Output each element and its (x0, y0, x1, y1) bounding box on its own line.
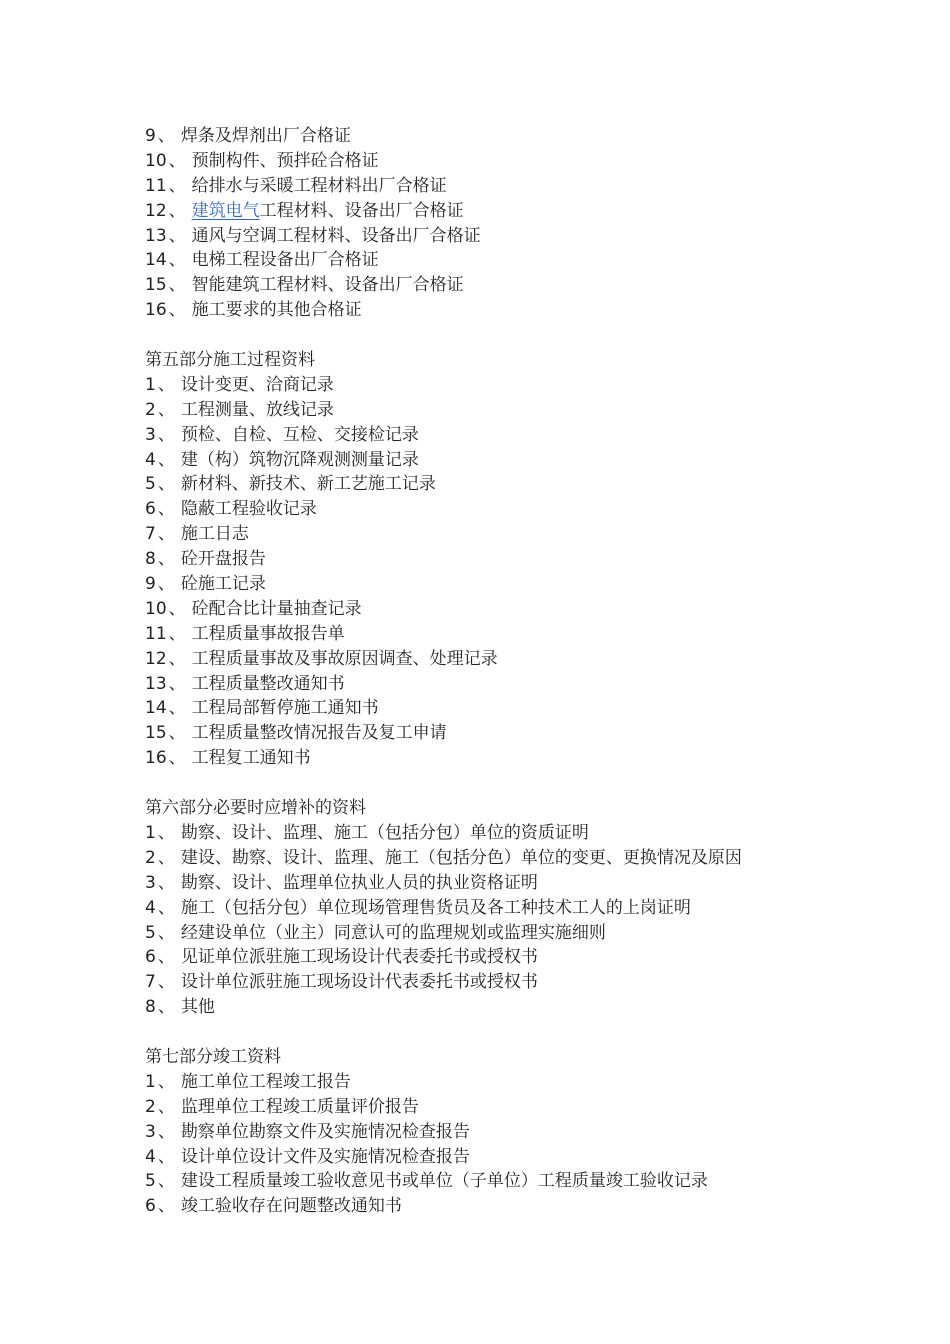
item-text: 砼配合比计量抽查记录 (191, 598, 362, 619)
item-separator: 、 (168, 698, 186, 719)
document-body (145, 124, 845, 1219)
item-number: 5 (145, 922, 156, 943)
item-number: 2 (145, 399, 156, 420)
item-separator: 、 (157, 897, 175, 918)
item-number: 16 (145, 748, 167, 769)
item-text: 设计单位设计文件及实施情况检查报告 (180, 1146, 470, 1167)
item-text: 智能建筑工程材料、设备出厂合格证 (191, 275, 464, 296)
item-text-rest: 工程材料、设备出厂合格证 (259, 200, 464, 221)
list-item (145, 124, 845, 149)
item-number: 12 (145, 648, 167, 669)
item-number: 11 (145, 175, 167, 196)
item-separator: 、 (157, 922, 175, 943)
item-text: 给排水与采暖工程材料出厂合格证 (191, 175, 447, 196)
item-number: 10 (145, 598, 167, 619)
item-number: 16 (145, 300, 167, 321)
item-separator: 、 (157, 549, 175, 570)
item-text: 工程质量事故及事故原因调查、处理记录 (191, 648, 498, 669)
item-number: 4 (145, 449, 156, 470)
item-separator: 、 (157, 126, 175, 146)
item-number: 14 (145, 698, 167, 719)
item-number: 7 (145, 972, 156, 993)
item-separator: 、 (157, 822, 175, 843)
item-text: 工程局部暂停施工通知书 (191, 698, 379, 719)
item-number: 9 (145, 574, 156, 595)
item-text: 勘察、设计、监理单位执业人员的执业资格证明 (180, 872, 538, 893)
item-text: 经建设单位（业主）同意认可的监理规划或监理实施细则 (180, 922, 606, 943)
section-heading: 第六部分必要时应增补的资料 (145, 798, 366, 819)
list-item (145, 1095, 845, 1120)
list-item (145, 995, 845, 1020)
item-separator: 、 (157, 1071, 175, 1092)
item-separator: 、 (157, 947, 175, 968)
list-item (145, 672, 845, 697)
item-text: 建设、勘察、设计、监理、施工（包括分色）单位的变更、更换情况及原因 (180, 847, 742, 868)
item-text: 隐蔽工程验收记录 (180, 499, 317, 520)
item-number: 7 (145, 524, 156, 545)
item-text: 工程测量、放线记录 (180, 399, 334, 420)
item-separator: 、 (168, 225, 186, 246)
list-item (145, 1169, 845, 1194)
item-number: 9 (145, 126, 156, 146)
item-separator: 、 (157, 997, 175, 1018)
item-separator: 、 (168, 275, 186, 296)
item-number: 1 (145, 374, 156, 395)
list-item (145, 448, 845, 473)
list-item (145, 547, 845, 572)
list-item (145, 373, 845, 398)
item-text: 工程质量整改通知书 (191, 673, 345, 694)
item-separator: 、 (168, 200, 186, 221)
item-separator: 、 (157, 424, 175, 445)
item-text: 预检、自检、互检、交接检记录 (180, 424, 419, 445)
item-number: 4 (145, 1146, 156, 1167)
item-text: 砼施工记录 (180, 574, 266, 595)
item-text: 勘察单位勘察文件及实施情况检查报告 (180, 1121, 470, 1142)
item-separator: 、 (168, 648, 186, 669)
item-number: 2 (145, 1096, 156, 1117)
list-item (145, 846, 845, 871)
item-separator: 、 (157, 972, 175, 993)
item-separator: 、 (168, 150, 186, 171)
item-text: 见证单位派驻施工现场设计代表委托书或授权书 (180, 947, 538, 968)
item-text: 焊条及焊剂出厂合格证 (180, 126, 351, 146)
item-number: 12 (145, 200, 167, 221)
item-text: 施工日志 (180, 524, 249, 545)
item-number: 1 (145, 1071, 156, 1092)
list-item (145, 970, 845, 995)
list-item (145, 199, 845, 224)
section-spacer (145, 771, 845, 796)
list-item (145, 871, 845, 896)
list-item (145, 298, 845, 323)
item-number: 6 (145, 947, 156, 968)
item-separator: 、 (168, 748, 186, 769)
item-separator: 、 (157, 374, 175, 395)
list-item (145, 647, 845, 672)
item-text: 竣工验收存在问题整改通知书 (180, 1196, 402, 1217)
item-number: 13 (145, 673, 167, 694)
item-number: 3 (145, 424, 156, 445)
item-separator: 、 (157, 1171, 175, 1192)
list-item (145, 721, 845, 746)
list-item (145, 1070, 845, 1095)
list-item (145, 1120, 845, 1145)
item-separator: 、 (157, 847, 175, 868)
section-spacer (145, 323, 845, 348)
list-item (145, 597, 845, 622)
item-number: 3 (145, 872, 156, 893)
list-item (145, 174, 845, 199)
item-number: 1 (145, 822, 156, 843)
list-item (145, 896, 845, 921)
item-text: 施工（包括分包）单位现场管理售货员及各工种技术工人的上岗证明 (180, 897, 691, 918)
section-spacer (145, 1020, 845, 1045)
item-text: 工程质量整改情况报告及复工申请 (191, 723, 447, 744)
item-number: 10 (145, 150, 167, 171)
item-text: 建（构）筑物沉降观测测量记录 (180, 449, 419, 470)
list-item (145, 398, 845, 423)
list-item (145, 945, 845, 970)
item-number: 6 (145, 1196, 156, 1217)
item-text: 砼开盘报告 (180, 549, 266, 570)
list-item (145, 921, 845, 946)
item-text (192, 199, 464, 224)
list-item (145, 746, 845, 771)
item-text: 其他 (180, 997, 215, 1018)
item-text: 新材料、新技术、新工艺施工记录 (180, 474, 436, 495)
list-item (145, 497, 845, 522)
list-item (145, 224, 845, 249)
item-text: 通风与空调工程材料、设备出厂合格证 (191, 225, 481, 246)
list-item (145, 622, 845, 647)
item-number: 15 (145, 723, 167, 744)
item-number: 3 (145, 1121, 156, 1142)
item-separator: 、 (168, 723, 186, 744)
list-item (145, 1145, 845, 1170)
list-item (145, 821, 845, 846)
item-separator: 、 (157, 449, 175, 470)
item-separator: 、 (157, 1146, 175, 1167)
item-separator: 、 (157, 399, 175, 420)
section-heading: 第七部分竣工资料 (145, 1046, 281, 1067)
item-separator: 、 (168, 598, 186, 619)
list-item (145, 472, 845, 497)
item-link[interactable]: 建筑电气 (191, 200, 260, 221)
item-text: 预制构件、预拌砼合格证 (191, 150, 379, 171)
item-number: 11 (145, 623, 167, 644)
item-separator: 、 (168, 623, 186, 644)
item-separator: 、 (157, 872, 175, 893)
item-number: 4 (145, 897, 156, 918)
item-number: 5 (145, 1171, 156, 1192)
list-item (145, 248, 845, 273)
item-separator: 、 (157, 574, 175, 595)
list-item (145, 149, 845, 174)
item-text: 电梯工程设备出厂合格证 (191, 250, 379, 271)
item-text: 施工单位工程竣工报告 (180, 1071, 351, 1092)
list-item (145, 1194, 845, 1219)
list-item (145, 696, 845, 721)
item-number: 13 (145, 225, 167, 246)
list-item (145, 572, 845, 597)
item-text: 施工要求的其他合格证 (191, 300, 362, 321)
item-number: 5 (145, 474, 156, 495)
item-number: 2 (145, 847, 156, 868)
item-text: 设计变更、洽商记录 (180, 374, 334, 395)
item-number: 8 (145, 997, 156, 1018)
item-separator: 、 (157, 524, 175, 545)
section-heading: 第五部分施工过程资料 (145, 350, 315, 371)
item-separator: 、 (168, 300, 186, 321)
item-separator: 、 (168, 175, 186, 196)
item-number: 15 (145, 275, 167, 296)
list-item (145, 273, 845, 298)
item-number: 6 (145, 499, 156, 520)
item-text: 工程质量事故报告单 (191, 623, 345, 644)
item-number: 14 (145, 250, 167, 271)
list-item (145, 423, 845, 448)
item-separator: 、 (157, 1121, 175, 1142)
item-separator: 、 (168, 673, 186, 694)
item-separator: 、 (168, 250, 186, 271)
item-text: 工程复工通知书 (191, 748, 311, 769)
item-text: 监理单位工程竣工质量评价报告 (180, 1096, 419, 1117)
item-text: 勘察、设计、监理、施工（包括分包）单位的资质证明 (180, 822, 589, 843)
item-separator: 、 (157, 1196, 175, 1217)
item-separator: 、 (157, 499, 175, 520)
item-separator: 、 (157, 474, 175, 495)
item-text: 设计单位派驻施工现场设计代表委托书或授权书 (180, 972, 538, 993)
item-text: 建设工程质量竣工验收意见书或单位（子单位）工程质量竣工验收记录 (180, 1171, 708, 1192)
item-separator: 、 (157, 1096, 175, 1117)
list-item (145, 522, 845, 547)
item-number: 8 (145, 549, 156, 570)
